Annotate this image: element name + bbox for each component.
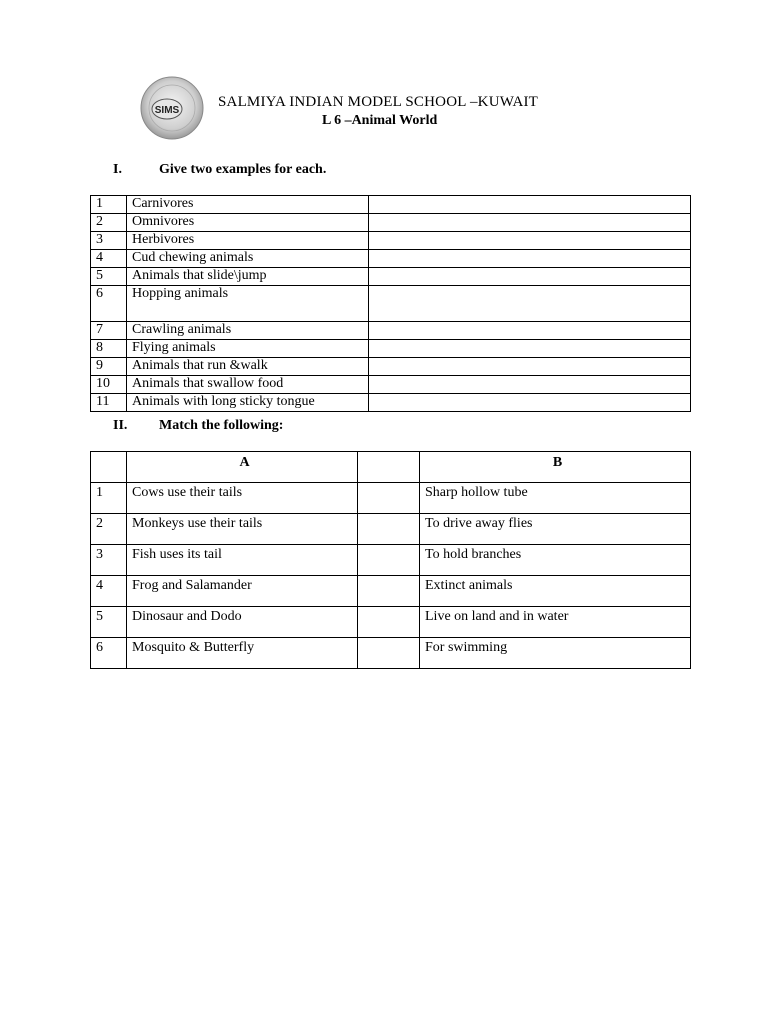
row-number: 3 — [91, 232, 127, 250]
table-header-row — [91, 452, 691, 483]
row-number: 6 — [91, 286, 127, 322]
row-item: Crawling animals — [127, 322, 369, 340]
answer-cell[interactable] — [369, 232, 691, 250]
table-row — [91, 514, 691, 545]
header-number-cell — [91, 452, 127, 483]
row-item: Animals that swallow food — [127, 376, 369, 394]
examples-table — [90, 195, 691, 412]
row-item: Herbivores — [127, 232, 369, 250]
row-item: Animals that run &walk — [127, 358, 369, 376]
row-item: Omnivores — [127, 214, 369, 232]
column-b-cell: Live on land and in water — [420, 607, 691, 638]
row-item: Cud chewing animals — [127, 250, 369, 268]
answer-cell[interactable] — [369, 214, 691, 232]
row-number: 5 — [91, 268, 127, 286]
match-answer-cell[interactable] — [358, 514, 420, 545]
table-row — [91, 576, 691, 607]
match-answer-cell[interactable] — [358, 576, 420, 607]
column-b-cell: Extinct animals — [420, 576, 691, 607]
column-b-cell: To hold branches — [420, 545, 691, 576]
column-a-cell: Dinosaur and Dodo — [127, 607, 358, 638]
column-a-cell: Cows use their tails — [127, 483, 358, 514]
table-row — [91, 322, 691, 340]
row-item: Flying animals — [127, 340, 369, 358]
column-b-header: B — [420, 452, 691, 483]
header-answer-cell — [358, 452, 420, 483]
section-1-title: Give two examples for each. — [159, 162, 327, 177]
school-name: SALMIYA INDIAN MODEL SCHOOL –KUWAIT — [218, 94, 539, 110]
answer-cell[interactable] — [369, 286, 691, 322]
section-2-title: Match the following: — [159, 418, 284, 433]
table-row — [91, 376, 691, 394]
row-item: Carnivores — [127, 196, 369, 214]
match-answer-cell[interactable] — [358, 638, 420, 669]
table-row — [91, 268, 691, 286]
column-a-cell: Mosquito & Butterfly — [127, 638, 358, 669]
row-number: 1 — [91, 483, 127, 514]
row-number: 7 — [91, 322, 127, 340]
column-b-cell: Sharp hollow tube — [420, 483, 691, 514]
column-a-cell: Monkeys use their tails — [127, 514, 358, 545]
answer-cell[interactable] — [369, 340, 691, 358]
logo-text: SIMS — [154, 105, 180, 116]
row-number: 4 — [91, 250, 127, 268]
answer-cell[interactable] — [369, 358, 691, 376]
section-1-number: I. — [113, 162, 122, 177]
column-a-cell: Fish uses its tail — [127, 545, 358, 576]
row-number: 10 — [91, 376, 127, 394]
table-row — [91, 545, 691, 576]
table-row — [91, 214, 691, 232]
table-row — [91, 340, 691, 358]
worksheet-title: L 6 –Animal World — [322, 113, 438, 128]
row-item: Animals that slide\jump — [127, 268, 369, 286]
answer-cell[interactable] — [369, 250, 691, 268]
match-answer-cell[interactable] — [358, 545, 420, 576]
row-number: 3 — [91, 545, 127, 576]
school-logo — [140, 75, 204, 141]
row-number: 11 — [91, 394, 127, 412]
table-row — [91, 483, 691, 514]
match-answer-cell[interactable] — [358, 607, 420, 638]
column-a-cell: Frog and Salamander — [127, 576, 358, 607]
row-number: 2 — [91, 514, 127, 545]
match-answer-cell[interactable] — [358, 483, 420, 514]
table-row — [91, 638, 691, 669]
row-number: 1 — [91, 196, 127, 214]
match-table — [90, 451, 691, 669]
row-item: Hopping animals — [127, 286, 369, 322]
table-row — [91, 232, 691, 250]
row-number: 4 — [91, 576, 127, 607]
answer-cell[interactable] — [369, 322, 691, 340]
column-b-cell: For swimming — [420, 638, 691, 669]
row-number: 8 — [91, 340, 127, 358]
table-row — [91, 196, 691, 214]
row-number: 2 — [91, 214, 127, 232]
table-row — [91, 358, 691, 376]
column-a-header: A — [127, 452, 358, 483]
answer-cell[interactable] — [369, 196, 691, 214]
answer-cell[interactable] — [369, 268, 691, 286]
row-number: 9 — [91, 358, 127, 376]
table-row — [91, 394, 691, 412]
row-number: 6 — [91, 638, 127, 669]
answer-cell[interactable] — [369, 394, 691, 412]
row-number: 5 — [91, 607, 127, 638]
row-item: Animals with long sticky tongue — [127, 394, 369, 412]
answer-cell[interactable] — [369, 376, 691, 394]
column-b-cell: To drive away flies — [420, 514, 691, 545]
table-row — [91, 607, 691, 638]
table-row — [91, 250, 691, 268]
section-2-number: II. — [113, 418, 128, 433]
table-row — [91, 286, 691, 322]
